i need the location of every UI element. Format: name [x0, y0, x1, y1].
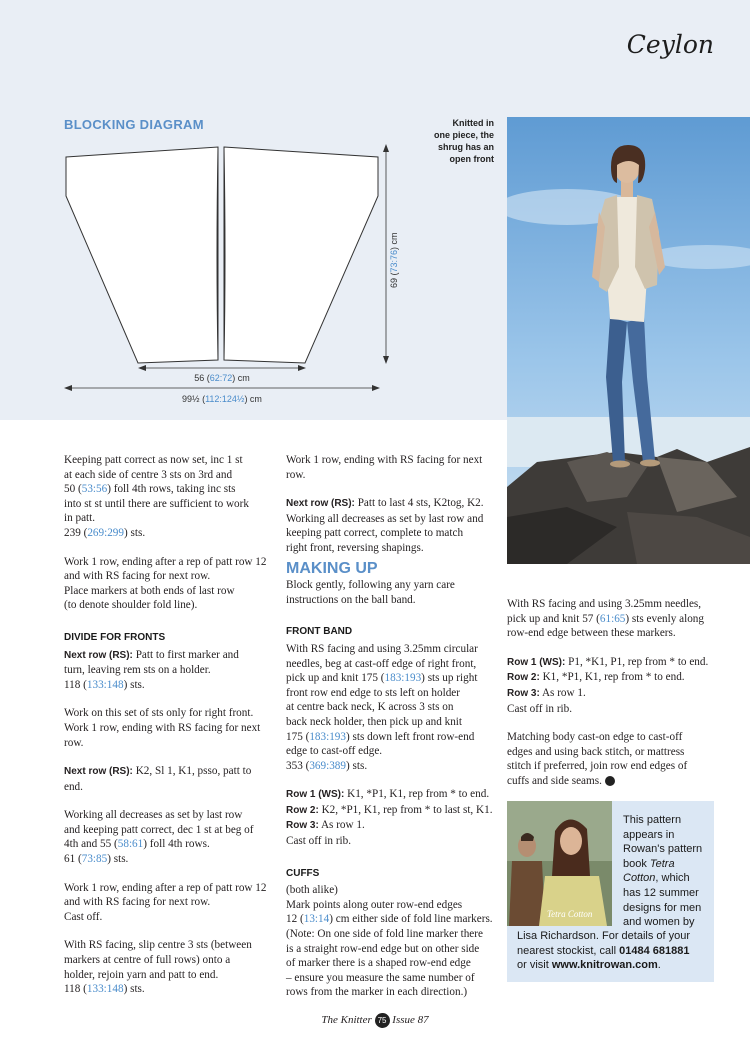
- book-contact: Lisa Richardson. For details of your nearest stockist, call 01484 681881 or visit www.knitrowan.com.: [517, 930, 691, 972]
- paragraph: Matching body cast-on edge to cast-off edges and using back stitch, or mattress stitch if preferred, join row end edges of cuffs and side seams.: [507, 731, 688, 787]
- height-label: 69 (73:76) cm: [389, 232, 399, 288]
- paragraph: Row 1 (WS): P1, *K1, P1, rep from * to end. Row 2: K1, *P1, K1, rep from * to end. Row 3: As row 1. Cast off in rib.: [507, 655, 709, 715]
- paragraph: Work 1 row, ending with RS facing for next row.: [286, 454, 483, 481]
- paragraph: Next row (RS): Patt to first marker and turn, leaving rem sts on a holder. 118 (133:148) sts.: [64, 648, 239, 691]
- page-title: Ceylon: [626, 30, 714, 59]
- total-width-label: 99½ (112:124½) cm: [182, 394, 262, 404]
- paragraph: Block gently, following any yarn care instructions on the ball band.: [286, 579, 455, 606]
- cuffs-heading: CUFFS: [286, 867, 320, 879]
- diagram-right-panel: [224, 147, 378, 363]
- diagram-left-panel: [66, 147, 218, 363]
- paragraph: With RS facing and using 3.25mm needles, pick up and knit 57 (61:65) sts evenly along row-end edge between these markers.: [507, 598, 704, 640]
- blocking-diagram: [58, 138, 408, 413]
- paragraph: Work 1 row, ending after a rep of patt row 12 and with RS facing for next row. Place markers at both ends of last row (to denote shoulder fold line).: [64, 555, 267, 612]
- diagram-heading: BLOCKING DIAGRAM: [64, 117, 204, 132]
- paragraph: (both alike) Mark points along outer row-end edges 12 (13:14) cm either side of fold line markers. (Note: On one side of fold line marker there is a straight row-end edge but on other side of marker there is a shaped row-end edge – ensure you measure the same number of rows from the marker in each direction.): [286, 884, 493, 999]
- book-cover-title: Tetra Cotton: [547, 909, 593, 919]
- book-text: This pattern appears in Rowan's pattern book Tetra Cotton, which has 12 summer designs for men and women by: [623, 814, 703, 929]
- column-3: [507, 597, 719, 803]
- paragraph: Work 1 row, ending after a rep of patt row 12 and with RS facing for next row. Cast off.: [64, 881, 267, 923]
- paragraph: Next row (RS): K2, Sl 1, K1, psso, patt to end.: [64, 765, 252, 793]
- photo-caption: Knitted in one piece, the shrug has an open front: [433, 118, 494, 164]
- book-cover-image: [507, 801, 612, 926]
- paragraph: Working all decreases as set by last row and keeping patt correct, dec 1 st at beg of 4th and 55 (58:61) foll 4th rows. 61 (73:85) sts.: [64, 809, 254, 866]
- paragraph: Keeping patt correct as now set, inc 1 st at each side of centre 3 sts on 3rd and 50 (53:56) foll 4th rows, taking inc sts into st st until there are sufficient to work in patt. 239 (269:299) sts.: [64, 454, 249, 539]
- page-footer: The Knitter 75 Issue 87: [321, 1014, 429, 1027]
- back-width-label: 56 (62:72) cm: [194, 373, 250, 383]
- phone-number: 01484 681881: [619, 944, 690, 957]
- column-1: [64, 453, 276, 1011]
- paragraph: Work on this set of sts only for right front. Work 1 row, ending with RS facing for next row.: [64, 707, 261, 749]
- making-up-heading: MAKING UP: [286, 559, 378, 577]
- paragraph: With RS facing, slip centre 3 sts (between markers at centre of full rows) onto a holder, rejoin yarn and patt to end. 118 (133:148) sts.: [64, 939, 252, 996]
- website-link[interactable]: www.knitrowan.com: [551, 959, 658, 972]
- model-photo: [507, 117, 750, 564]
- front-band-heading: FRONT BAND: [286, 626, 353, 638]
- book-promo: [507, 801, 714, 982]
- end-marker-icon: [605, 776, 615, 786]
- column-2: [286, 453, 496, 1014]
- divide-for-fronts-heading: DIVIDE FOR FRONTS: [64, 631, 166, 643]
- page-number: 75: [375, 1013, 390, 1028]
- paragraph: Next row (RS): Patt to last 4 sts, K2tog, K2. Working all decreases as set by last row and keeping patt correct, complete to match right front, reversing shapings.: [286, 497, 484, 554]
- paragraph: With RS facing and using 3.25mm circular needles, beg at cast-off edge of right front, pick up and knit 175 (183:193) sts up right front row end edge to sts left on holder at centre back neck, K across 3 sts on back neck holder, then pick up and knit 175 (183:193) sts down left front row-end edge to cast-off edge. 353 (369:389) sts.: [286, 642, 478, 772]
- paragraph: Row 1 (WS): K1, *P1, K1, rep from * to end. Row 2: K2, *P1, K1, rep from * to last st, K1. Row 3: As row 1. Cast off in rib.: [286, 788, 493, 848]
